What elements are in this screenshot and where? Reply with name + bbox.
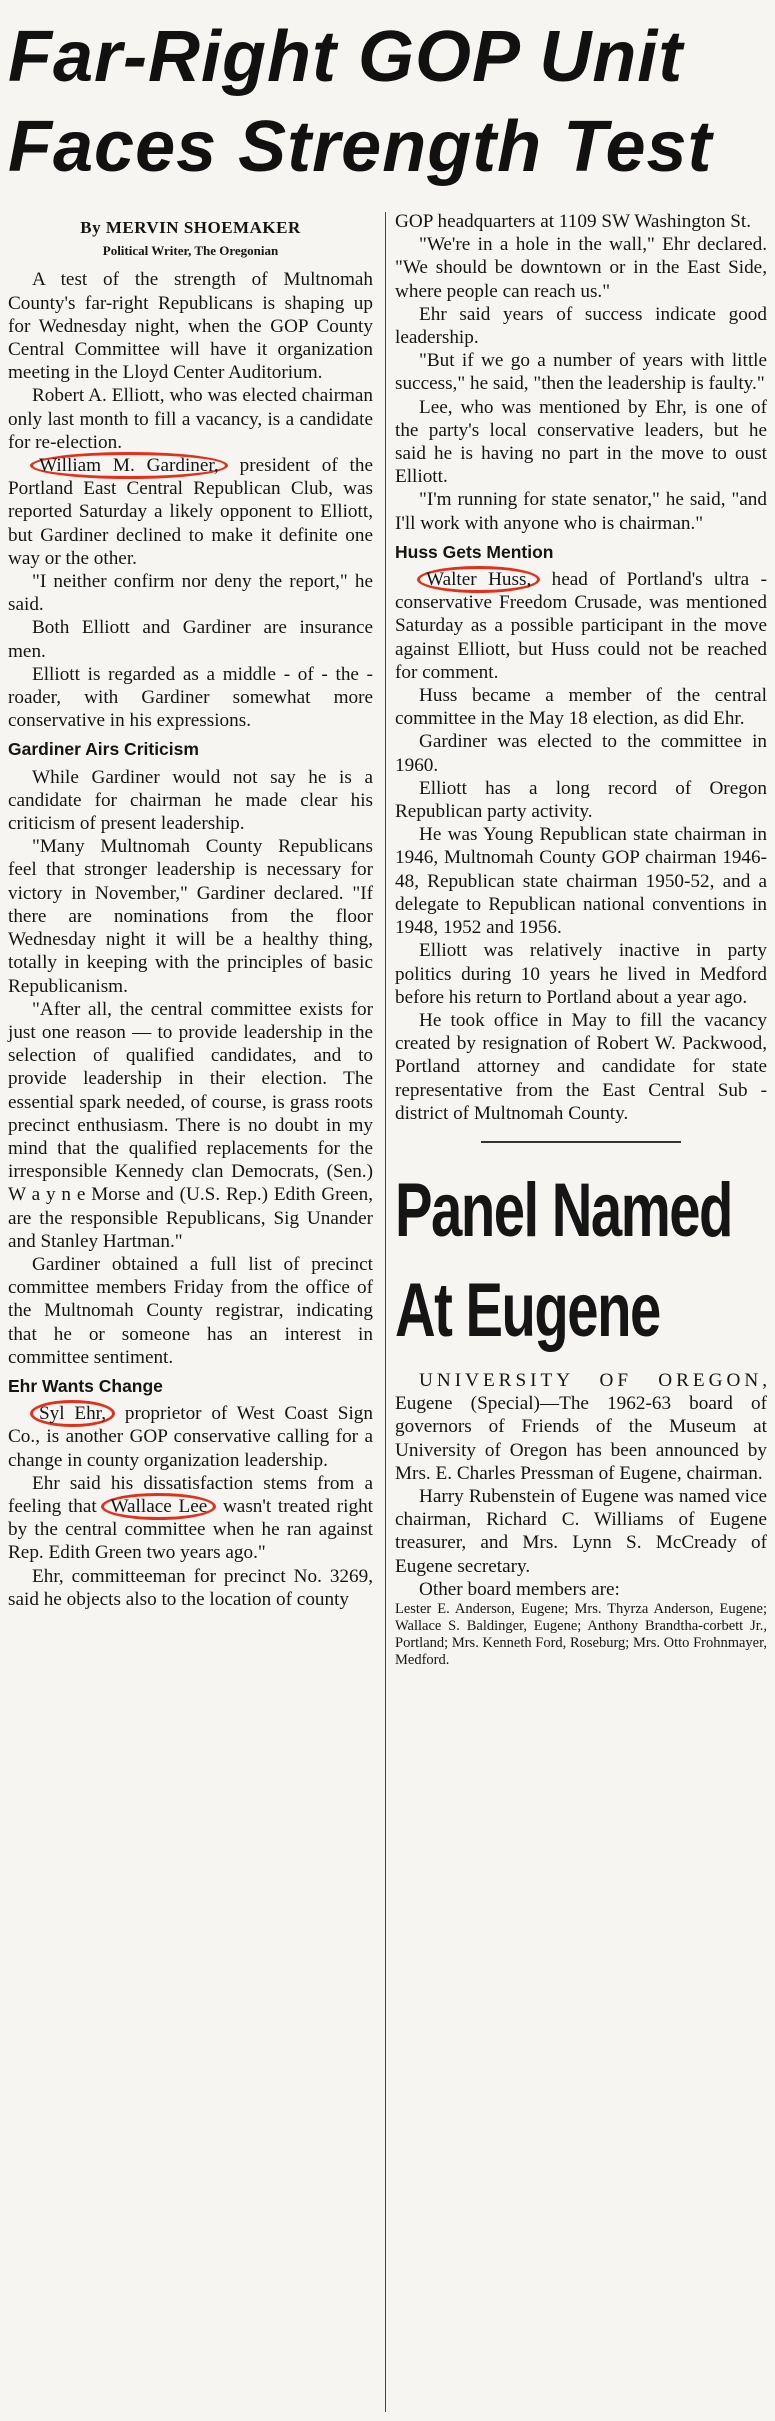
paragraph: "I'm running for state senator," he said, "and I'll work with anyone who is chairman.": [395, 489, 767, 534]
headline: Far-Right GOP Unit Faces Strength Test: [8, 17, 713, 187]
circled-name-ehr: Syl Ehr,: [30, 1400, 115, 1427]
paragraph: Harry Rubenstein of Eugene was named vice chairman, Richard C. Williams of Eugene treasurer, and Mrs. Lynn S. McCready of Eugene secretary.: [395, 1485, 767, 1577]
circled-name-lee: Wallace Lee: [101, 1493, 216, 1520]
paragraph: While Gardiner would not say he is a candidate for chairman he made clear his criticism of present leadership.: [8, 766, 373, 835]
paragraph-huss: [395, 568, 767, 684]
paragraph: Ehr said years of success indicate good leadership.: [395, 303, 767, 349]
paragraph-text: head of Portland's ultra - conservative Freedom Crusade, was mentioned Saturday as a possible participant in the move against Elliott, but Huss could not be reached for comment.: [395, 569, 767, 683]
story-divider: [481, 1141, 681, 1143]
paragraph: Elliott has a long record of Oregon Republican party activity.: [395, 777, 767, 823]
subhead-gardiner-criticism: Gardiner Airs Criticism: [8, 739, 199, 760]
paragraph: "After all, the central committee exists for just one reason — to provide leadership in the selection of qualified candidates, and to provide leadership in their election. The essential spark needed, of course, is grass roots precinct enthusiasm. There is no doubt in my mind that the qualified replacements for the irresponsible Kennedy clan Democrats, (Sen.) W a y n e Morse and (U.S. Rep.) Edith Green, are the responsible Republicans, Sig Unander and Stanley Hartman.": [8, 998, 373, 1252]
paragraph-text: wasn't treated right by the central committee when he ran against Rep. Edith Green two years ago.": [8, 1495, 374, 1564]
left-column: [8, 212, 373, 1611]
paragraph: He took office in May to fill the vacancy created by resignation of Robert W. Packwood, Portland attorney and candidate for state representative from the East Central Sub - district of Multnomah County.: [395, 1009, 767, 1124]
column-divider: [385, 212, 386, 2412]
paragraph: "We're in a hole in the wall," Ehr declared. "We should be downtown or in the East Side, where people can reach us.": [395, 234, 767, 302]
paragraph-panel-lead: [395, 1369, 767, 1485]
subhead-huss-mention: Huss Gets Mention: [395, 541, 554, 562]
paragraph: "Many Multnomah County Republicans feel that stronger leadership is necessary for victory in November," Gardiner declared. "If there are nominations from the floor Wednesday night it will be a healthy thing, totally in keeping with the principles of basic Republicanism.: [8, 836, 373, 997]
circled-name-huss: Walter Huss,: [417, 566, 540, 593]
paragraph: He was Young Republican state chairman in 1946, Multnomah County GOP chairman 1946-48, Republican state chairman 1950-52, and a delegate to Republican national conventions in 1948, 1952 and 1956.: [395, 824, 767, 939]
paragraph: Other board members are:: [419, 1578, 620, 1600]
paragraph: Lee, who was mentioned by Ehr, is one of the party's local conservative leaders, but he said he is having no part in the move to oust Elliott.: [395, 396, 767, 488]
paragraph: Both Elliott and Gardiner are insurance men.: [8, 617, 373, 662]
panel-headline: Panel Named At Eugene: [395, 1167, 732, 1353]
paragraph-ehr: [8, 1402, 373, 1472]
subhead-ehr-change: Ehr Wants Change: [8, 1375, 163, 1396]
board-member-list: Lester E. Anderson, Eugene; Mrs. Thyrza Anderson, Eugene; Wallace S. Baldinger, Eugene; Anthony Brandtha-corbett Jr., Portland; Mrs. Kenneth Ford, Roseburg; Mrs. Otto Frohnmayer, Medford.: [395, 1600, 767, 1668]
right-column: [395, 210, 767, 1669]
paragraph-gardiner: [8, 454, 373, 570]
paragraph: A test of the strength of Multnomah County's far-right Republicans is shaping up for Wednesday night, when the GOP County Central Committee will have it organization meeting in the Lloyd Center Auditorium.: [8, 269, 373, 384]
paragraph: Ehr, committeeman for precinct No. 3269, said he objects also to the location of county: [8, 1565, 373, 1610]
byline-credit: Political Writer, The Oregonian: [102, 243, 279, 259]
paragraph: Elliott is regarded as a middle - of - the - roader, with Gardiner somewhat more conservative in his expressions.: [8, 663, 373, 732]
paragraph: "I neither confirm nor deny the report," he said.: [8, 571, 373, 616]
circled-name-gardiner: William M. Gardiner,: [30, 452, 228, 479]
paragraph: Huss became a member of the central committee in the May 18 election, as did Ehr.: [395, 685, 767, 730]
paragraph: "But if we go a number of years with little success," he said, "then the leadership is faulty.": [395, 350, 767, 395]
paragraph-text: Ehr said his dissatisfaction stems from a feeling that: [8, 1472, 373, 1517]
paragraph: Elliott was relatively inactive in party politics during 10 years he lived in Medford before his return to Portland about a year ago.: [395, 940, 767, 1008]
paragraph: Robert A. Elliott, who was elected chairman only last month to fill a vacancy, is a candidate for re-election.: [8, 385, 373, 453]
dateline: UNIVERSITY OF OREGON: [419, 1369, 763, 1391]
paragraph: Gardiner was elected to the committee in 1960.: [395, 731, 767, 776]
paragraph-lee: [8, 1472, 373, 1565]
paragraph-text: , Eugene (Special)—The 1962-63 board of governors of Friends of the Museum at University of Oregon has been announced by Mrs. E. Charles Pressman of Eugene, chairman.: [395, 1369, 767, 1484]
paragraph-text: president of the Portland East Central Republican Club, was reported Saturday a likely opponent to Elliott, but Gardiner declined to make it definite one way or the other.: [8, 455, 373, 569]
paragraph-continued: GOP headquarters at 1109 SW Washington St.: [395, 211, 752, 232]
paragraph-text: proprietor of West Coast Sign Co., is another GOP conservative calling for a change in county organization leadership.: [8, 1403, 373, 1471]
byline: By MERVIN SHOEMAKER: [80, 218, 301, 237]
paragraph: Gardiner obtained a full list of precinct committee members Friday from the office of the Multnomah County registrar, indicating that he or someone has an interest in committee sentiment.: [8, 1253, 373, 1368]
